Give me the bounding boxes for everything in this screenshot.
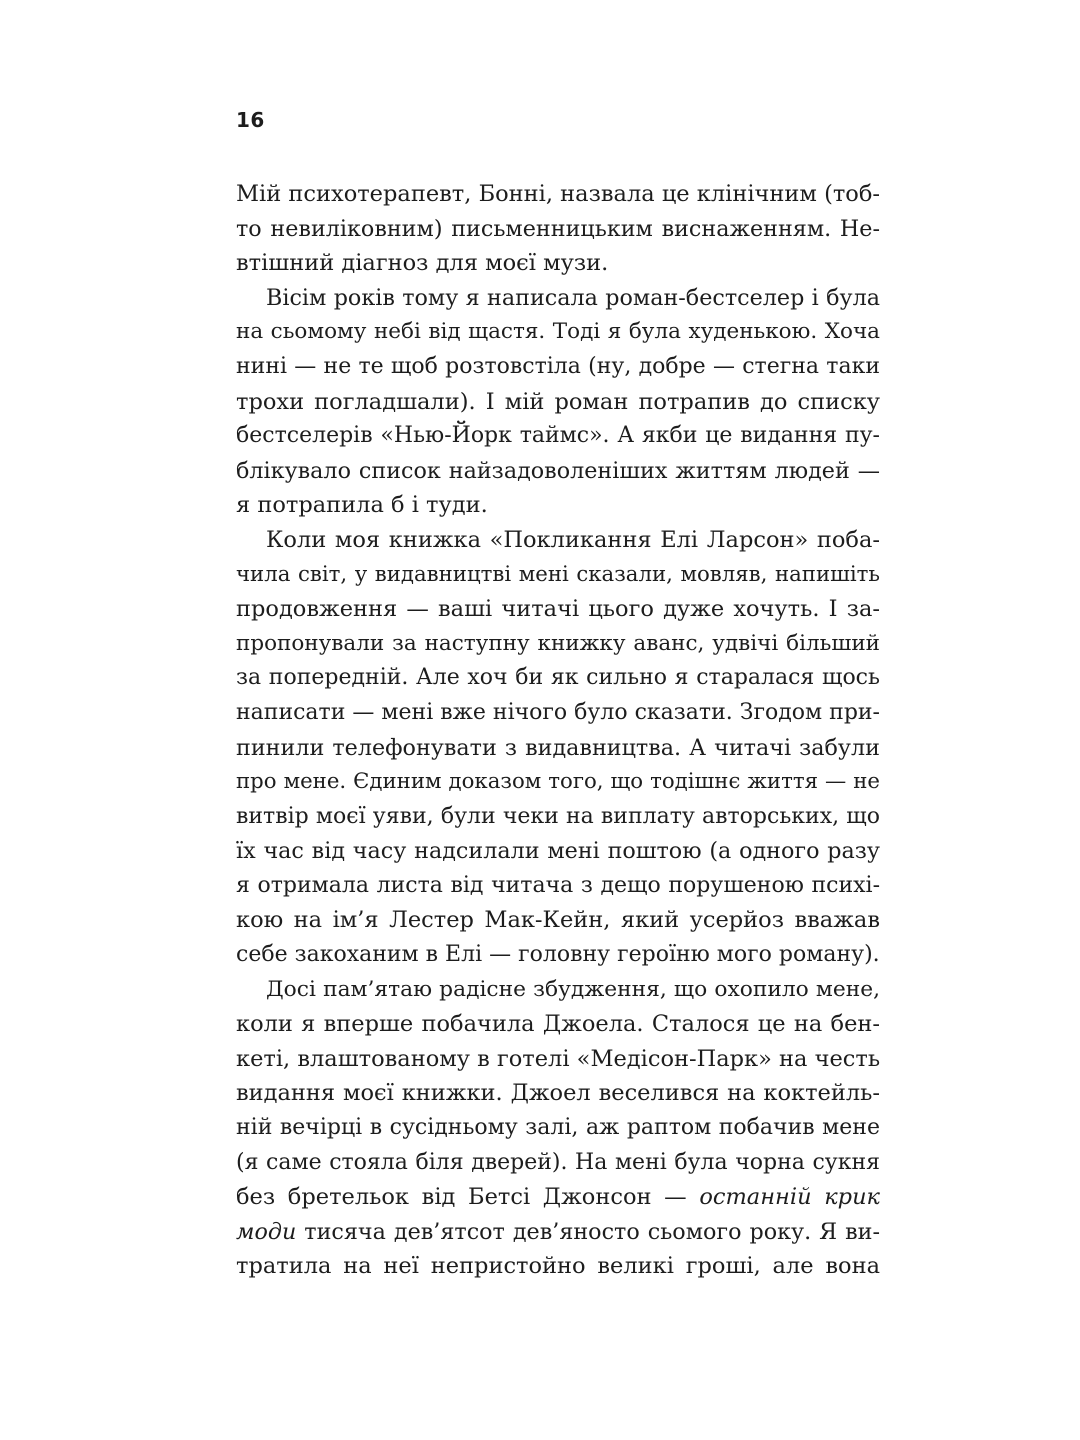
text-line: написати — мені вже нічого було сказати. Згодом при- [236, 699, 880, 725]
text-line: про мене. Єдиним доказом того, що тодішнє життя — не [236, 769, 880, 795]
text-line: на сьомому небі від щастя. Тоді я була худенькою. Хоча [236, 319, 880, 345]
text-line: моди тисяча дев’ятсот дев’яносто сьомого року. Я ви- [236, 1218, 880, 1245]
text-line: видання моєї книжки. Джоел веселився на коктейль- [236, 1080, 880, 1107]
text-line: витвір моєї уяви, були чеки на виплату авторських, що [236, 803, 880, 829]
text-line: Вісім років тому я написала роман-бестселер і була [266, 284, 880, 311]
paragraph [236, 973, 880, 1284]
page-number: 16 [236, 108, 265, 132]
text-line: Коли моя книжка «Покликання Елі Ларсон» поба- [266, 526, 880, 553]
text-line: Мій психотерапевт, Бонні, назвала це клінічним (тоб- [236, 181, 880, 207]
text-line: без бретельок від Бетсі Джонсон — останній крик [236, 1184, 880, 1211]
body-text [236, 177, 880, 1284]
text-line: кою на ім’я Лестер Мак-Кейн, який усерйоз вважав [236, 907, 880, 934]
text-line: пропонували за наступну книжку аванс, удвічі більший [236, 630, 880, 656]
paragraph [236, 177, 880, 281]
text-line: кеті, влаштованому в готелі «Медісон-Парк» на честь [236, 1045, 880, 1072]
text-line: продовження — ваші читачі цього дуже хочуть. І за- [236, 596, 880, 623]
text-line: (я саме стояла біля дверей). На мені була чорна сукня [236, 1149, 880, 1175]
emphasis-text: моди [236, 1218, 297, 1245]
paragraph [236, 523, 880, 973]
emphasis-text: останній крик [699, 1184, 880, 1211]
text-line: себе закоханим в Елі — головну героїню мого роману). [236, 942, 880, 968]
text-line: нині — не те щоб розтовстіла (ну, добре — стегна таки [236, 353, 880, 379]
text-line: я потрапила б і туди. [236, 492, 488, 519]
text-line: пинили телефонувати з видавництва. А читачі забули [236, 734, 880, 761]
text-line: Досі пам’ятаю радісне збудження, що охопило мене, [266, 976, 880, 1002]
text-line: я отримала листа від читача з дещо порушеною психі- [236, 872, 880, 898]
paragraph [236, 281, 880, 523]
text-line: тратила на неї непристойно великі гроші, але вона [236, 1253, 880, 1280]
text-line: трохи погладшали). І мій роман потрапив до списку [236, 388, 880, 415]
text-line: втішний діагноз для моєї музи. [236, 250, 609, 277]
text-line: їх час від часу надсилали мені поштою (а одного разу [236, 838, 880, 865]
text-line: то невиліковним) письменницьким виснаженням. Не- [236, 215, 880, 242]
text-line: бестселерів «Нью-Йорк таймс». А якби це видання пу- [236, 423, 880, 449]
text-line: ній вечірці в сусідньому залі, аж раптом побачив мене [236, 1115, 880, 1141]
text-line: чила світ, у видавництві мені сказали, мовляв, напишіть [236, 561, 880, 587]
text-line: блікувало список найзадоволеніших життям людей — [236, 457, 880, 484]
text-line: за попередній. Але хоч би як сильно я старалася щось [236, 665, 880, 691]
text-line: коли я вперше побачила Джоела. Сталося це на бен- [236, 1011, 880, 1038]
